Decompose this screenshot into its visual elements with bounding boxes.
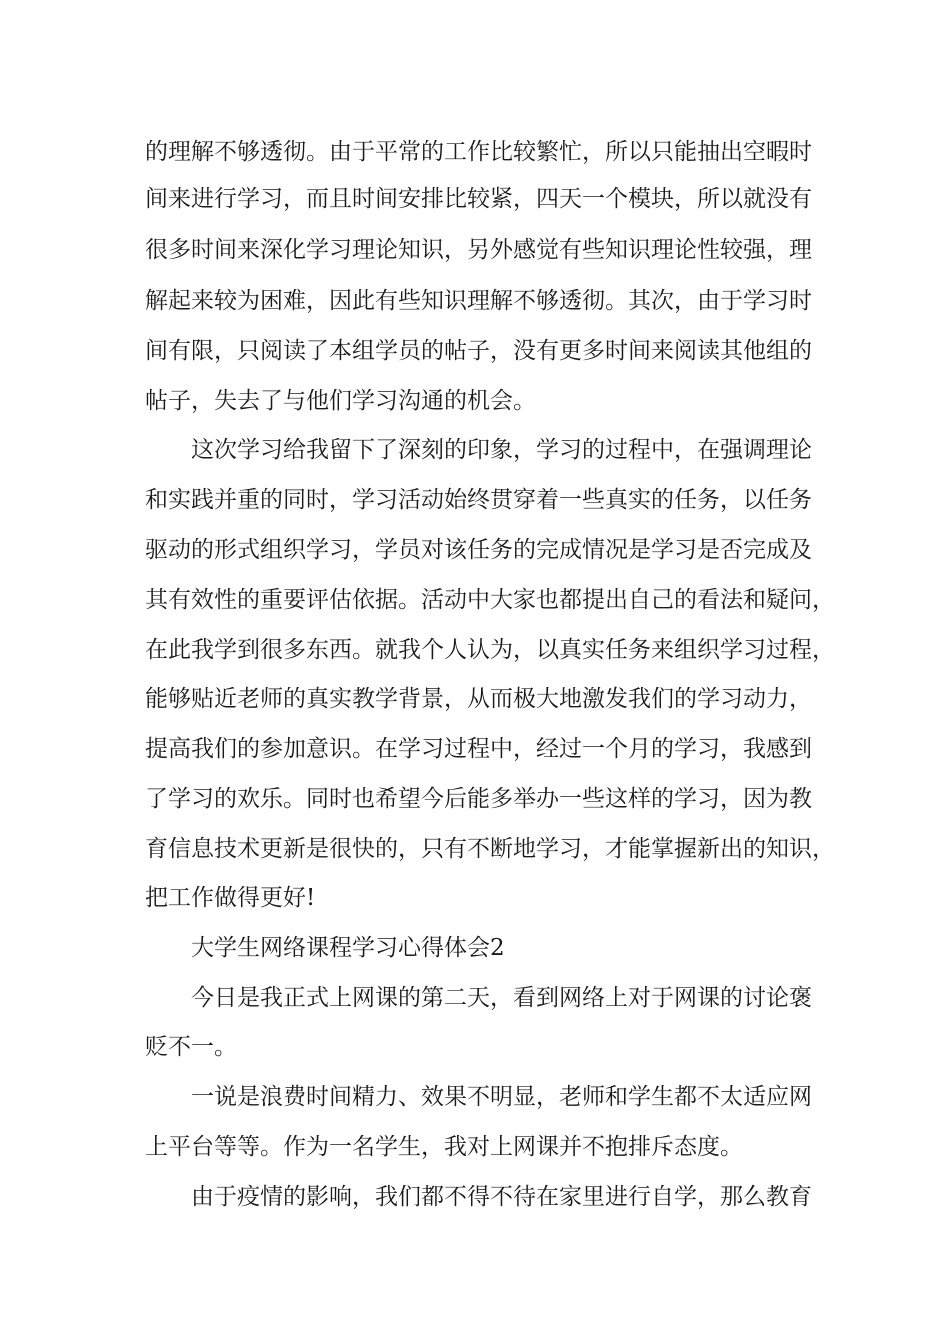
- text-line: 贬不一。: [145, 1034, 237, 1060]
- text-line: 间有限，只阅读了本组学员的帖子，没有更多时间来阅读其他组的: [145, 338, 812, 364]
- text-line: 驱动的形式组织学习，学员对该任务的完成情况是学习是否完成及: [145, 537, 812, 563]
- text-line: 在此我学到很多东西。就我个人认为，以真实任务来组织学习过程，: [145, 637, 835, 663]
- text-line: 由于疫情的影响，我们都不得不待在家里进行自学，那么教育: [191, 1184, 812, 1210]
- section-heading: 大学生网络课程学习心得体会2: [191, 935, 505, 961]
- text-line: 和实践并重的同时，学习活动始终贯穿着一些真实的任务，以任务: [145, 487, 812, 513]
- text-line: 今日是我正式上网课的第二天，看到网络上对于网课的讨论褒: [191, 985, 812, 1011]
- text-line: 很多时间来深化学习理论知识，另外感觉有些知识理论性较强，理: [145, 237, 812, 263]
- text-line: 其有效性的重要评估依据。活动中大家也都提出自己的看法和疑问，: [145, 587, 835, 613]
- text-line: 育信息技术更新是很快的，只有不断地学习，才能掌握新出的知识，: [145, 836, 835, 862]
- text-line: 了学习的欢乐。同时也希望今后能多举办一些这样的学习，因为教: [145, 786, 812, 812]
- text-line: 解起来较为困难，因此有些知识理解不够透彻。其次，由于学习时: [145, 288, 812, 314]
- text-line: 帖子，失去了与他们学习沟通的机会。: [145, 388, 536, 414]
- text-line: 把工作做得更好!: [145, 885, 316, 911]
- text-line: 这次学习给我留下了深刻的印象，学习的过程中，在强调理论: [191, 437, 812, 463]
- text-line: 上平台等等。作为一名学生，我对上网课并不抱排斥态度。: [145, 1134, 743, 1160]
- text-line: 一说是浪费时间精力、效果不明显，老师和学生都不太适应网: [191, 1084, 812, 1110]
- text-line: 间来进行学习，而且时间安排比较紧，四天一个模块，所以就没有: [145, 186, 812, 212]
- text-line: 能够贴近老师的真实教学背景，从而极大地激发我们的学习动力，: [145, 686, 812, 712]
- text-line: 的理解不够透彻。由于平常的工作比较繁忙，所以只能抽出空暇时: [145, 139, 812, 165]
- text-line: 提高我们的参加意识。在学习过程中，经过一个月的学习，我感到: [145, 736, 812, 762]
